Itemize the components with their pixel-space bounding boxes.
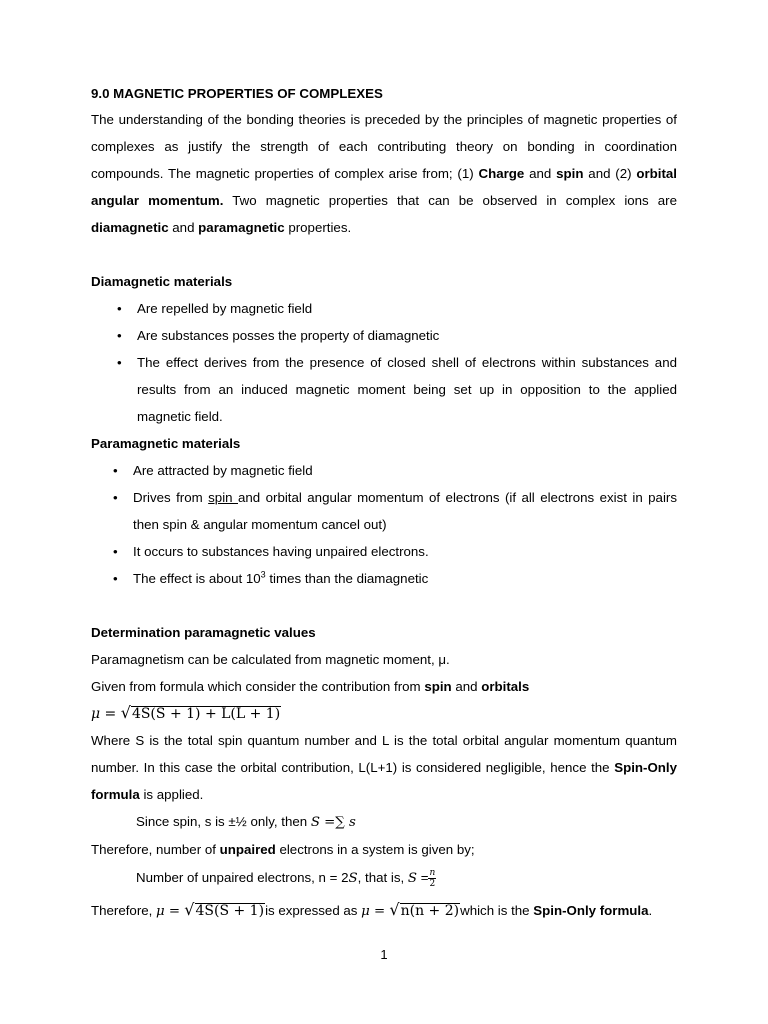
therefore-unpaired-line: Therefore, number of unpaired electrons in a system is given by; (91, 842, 475, 857)
intro-bold-charge: Charge (478, 166, 525, 181)
bullet-icon: • (113, 490, 118, 505)
list-item: • Are substances posses the property of diamagnetic (117, 322, 677, 349)
list-item: • Are repelled by magnetic field (117, 295, 677, 322)
bullet-icon: • (113, 463, 118, 478)
intro-text-5: and (168, 220, 199, 235)
determination-heading: Determination paramagnetic values (91, 625, 316, 640)
intro-bold-spin: spin (556, 166, 584, 181)
paramagnetism-sentence: Paramagnetism can be calculated from magnetic moment, μ. (91, 652, 450, 667)
section-title: 9.0 MAGNETIC PROPERTIES OF COMPLEXES (91, 86, 383, 101)
intro-bold-paramagnetic: paramagnetic (198, 220, 285, 235)
diamagnetic-list (91, 295, 677, 430)
intro-text-6: properties. (284, 220, 352, 235)
paramagnetic-list (91, 457, 677, 592)
list-item: • Drives from spin and orbital angular momentum of electrons (if all electrons exist in pairs then spin & angular momentum cancel out) (113, 484, 677, 538)
intro-bold-orbital: orbital angular momentum. (91, 166, 678, 208)
list-item: • It occurs to substances having unpaired electrons. (113, 538, 677, 565)
intro-text-3: and (2) (583, 166, 637, 181)
spin-only-formula-line: Therefore, μ = √4S(S + 1)is expressed as μ = √n(n + 2)which is the Spin-Only formula. (91, 900, 653, 919)
intro-text-2: and (524, 166, 557, 181)
fraction-n-over-2: $\frac{n}{2}$ (429, 867, 436, 889)
bullet-icon: • (113, 571, 118, 586)
intro-text-1: The understanding of the bonding theories is preceded by the principles of magnetic properties of complexes as justify the strength of each contributing theory on bonding in coordination compounds. The magnetic properties of complex arise from; (1) (91, 112, 677, 181)
intro-bold-diamagnetic: diamagnetic (91, 220, 169, 235)
bullet-icon: • (117, 328, 122, 343)
intro-paragraph (91, 106, 677, 241)
superscript: 3 (260, 569, 266, 580)
list-item: • The effect is about $10^3$ times than the diamagnetic (113, 565, 677, 592)
radical-sign: √ (120, 703, 131, 722)
bullet-icon: • (117, 355, 122, 370)
underlined-spin: spin (208, 490, 238, 505)
radical-sign: √ (184, 900, 195, 919)
since-spin-line: Since spin, s is ±½ only, then S =∑ s (136, 814, 356, 830)
diamagnetic-heading: Diamagnetic materials (91, 274, 233, 289)
paramagnetic-heading: Paramagnetic materials (91, 436, 241, 451)
bullet-icon: • (117, 301, 122, 316)
formula-intro: Given from formula which consider the contribution from spin and orbitals (91, 679, 530, 694)
magnetic-moment-formula: μ = √4S(S + 1) + L(L + 1) (91, 703, 281, 722)
radical-sign: √ (389, 900, 400, 919)
bullet-icon: • (113, 544, 118, 559)
list-item: • The effect derives from the presence of closed shell of electrons within substances and results from an induced magnetic moment being set up in opposition to the applied magnetic field. (117, 349, 677, 430)
page-number: 1 (380, 947, 388, 962)
intro-text-4: Two magnetic properties that can be observed in complex ions are (223, 193, 677, 208)
number-unpaired-line: Number of unpaired electrons, n = 2S, that is, S = $\frac{n}{2}$ (136, 867, 436, 889)
list-item: • Are attracted by magnetic field (113, 457, 677, 484)
where-paragraph: Where S is the total spin quantum number and L is the total orbital angular momentum quantum number. In this case the orbital contribution, L(L+1) is considered negligible, hence the Spin-Only formula is applied. (91, 733, 677, 802)
